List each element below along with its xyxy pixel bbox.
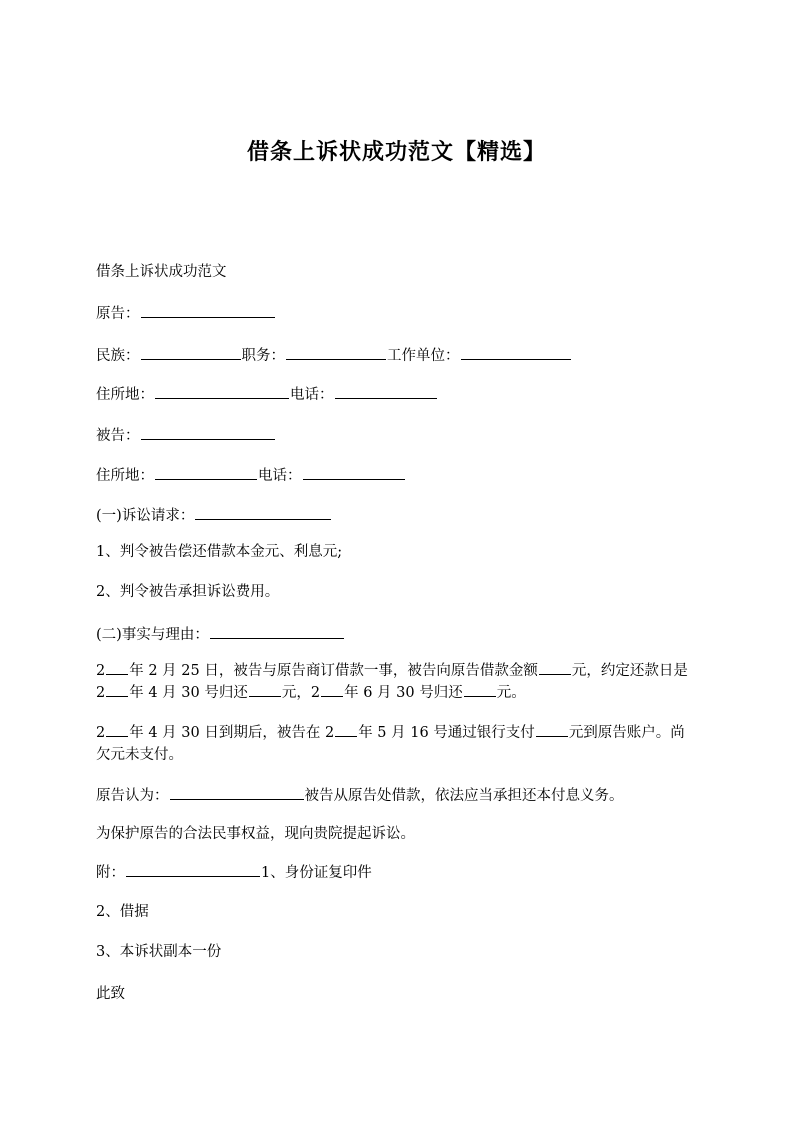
workplace-blank [461, 345, 571, 360]
facts-paragraph-1: 2 年 2 月 25 日，被告与原告商订借款一事，被告向原告借款金额 元，约定还款日是 2 年 4 月 30 号归还 元，2 年 6 月 30 号归还 元。 [96, 660, 698, 704]
address2-line [96, 465, 406, 486]
ethnicity-line [96, 345, 572, 366]
claims-line [96, 505, 332, 526]
defendant-blank [141, 425, 275, 440]
attach-item-3: 3、本诉状副本一份 [96, 944, 222, 960]
phone-label: 电话： [290, 387, 334, 403]
attach-item-1: 1、身份证复印件 [261, 865, 372, 881]
position-label: 职务： [241, 348, 285, 364]
address2-blank [155, 465, 257, 480]
address2-label: 住所地： [96, 468, 154, 484]
address-line [96, 384, 438, 405]
plaintiff-blank [141, 303, 275, 318]
opinion-label: 原告认为： [96, 788, 169, 804]
facts-paragraph-2: 2 年 4 月 30 日到期后，被告在 2 年 5 月 16 号通过银行支付 元到原告账户。尚欠元未支付。 [96, 722, 698, 766]
facts-line [96, 624, 345, 645]
position-blank [286, 345, 386, 360]
phone2-label: 电话： [258, 468, 302, 484]
claims-blank [195, 505, 331, 520]
plaintiff-line [96, 303, 276, 324]
workplace-label: 工作单位： [387, 348, 460, 364]
plaintiff-label: 原告： [96, 306, 140, 322]
attach-line [96, 862, 372, 883]
claim-1: 1、判令被告偿还借款本金元、利息元; [96, 544, 343, 560]
ethnicity-label: 民族： [96, 348, 140, 364]
phone-blank [335, 384, 437, 399]
attach-label: 附： [96, 865, 125, 881]
facts-label: (二)事实与理由： [96, 627, 209, 643]
defendant-line [96, 425, 276, 446]
phone2-blank [303, 465, 405, 480]
claims-label: (一)诉讼请求： [96, 508, 195, 524]
document-title: 借条上诉状成功范文【精选】 [246, 139, 546, 165]
subtitle: 借条上诉状成功范文 [96, 264, 227, 280]
defendant-label: 被告： [96, 428, 140, 444]
facts-blank [210, 624, 344, 639]
opinion-blank [170, 785, 304, 800]
address-blank [155, 384, 289, 399]
opinion-text: 被告从原告处借款，依法应当承担还本付息义务。 [304, 788, 624, 804]
attach-blank [126, 862, 260, 877]
claim-2: 2、判令被告承担诉讼费用。 [96, 584, 280, 600]
closing-line: 此致 [96, 986, 125, 1002]
protect-line: 为保护原告的合法民事权益，现向贵院提起诉讼。 [96, 826, 415, 842]
ethnicity-blank [141, 345, 241, 360]
address-label: 住所地： [96, 387, 154, 403]
opinion-line [96, 785, 624, 806]
attach-item-2: 2、借据 [96, 904, 149, 920]
